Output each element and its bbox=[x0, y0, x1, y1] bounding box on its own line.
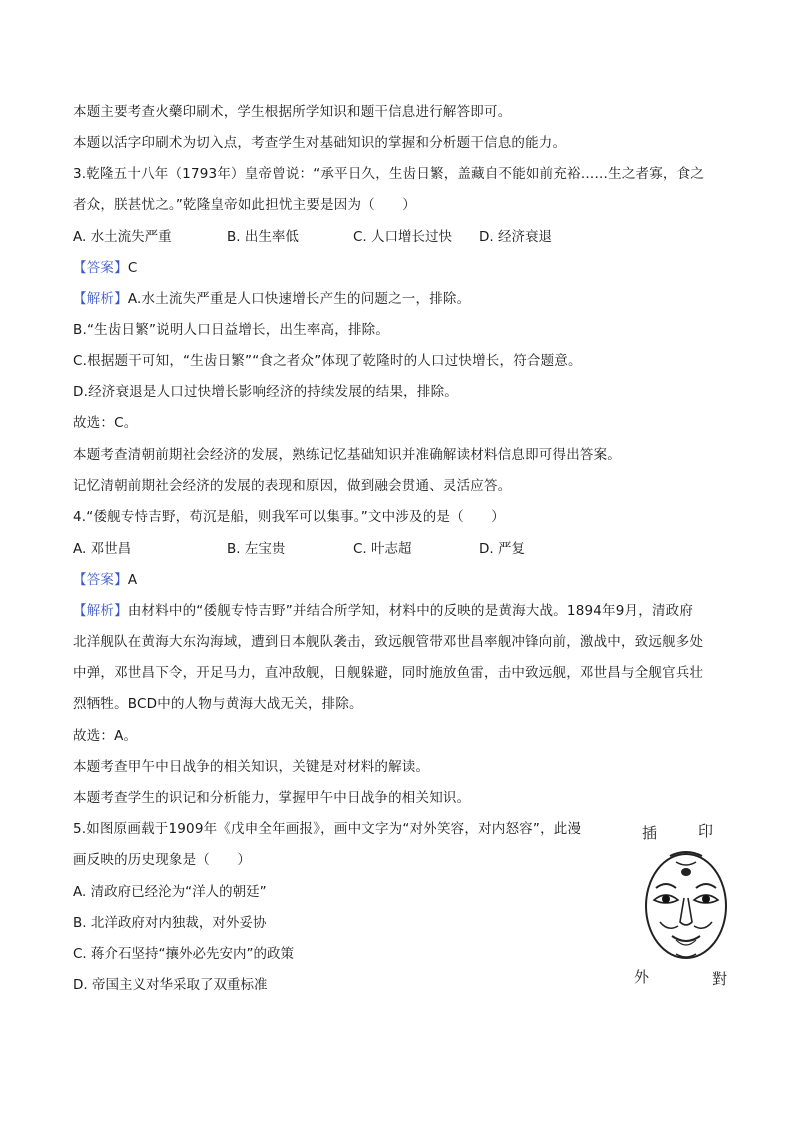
q4-option-a: A. 邓世昌 bbox=[73, 541, 132, 557]
q4-analysis-line-2: 北洋舰队在黄海大东沟海域，遭到日本舰队袭击，致远舰管带邓世昌率舰冲锋向前，激战中，致远舰多处 bbox=[73, 634, 704, 650]
answer-tag: 【答案】 bbox=[73, 260, 128, 276]
q3-analysis-line-3: C.根据题干可知，“生齿日繁”“食之者众”体现了乾隆时的人口过快增长，符合题意。 bbox=[73, 353, 582, 369]
cartoon-char-bottom-left: 外 bbox=[634, 968, 650, 986]
answer-value: A bbox=[127, 572, 138, 588]
q4-choice: 故选：A。 bbox=[73, 728, 138, 744]
q4-option-d: D. 严复 bbox=[479, 541, 525, 557]
q3-note-1: 本题考查清朝前期社会经济的发展，熟练记忆基础知识并准确解读材料信息即可得出答案。 bbox=[73, 447, 621, 463]
q5-option-c: C. 蒋介石坚持“攘外必先安内”的政策 bbox=[73, 946, 294, 962]
q5-option-a: A. 清政府已经沦为“洋人的朝廷” bbox=[73, 884, 267, 900]
q4-option-c: C. 叶志超 bbox=[353, 541, 412, 557]
q3-answer bbox=[73, 259, 137, 277]
analysis-tag: 【解析】 bbox=[73, 603, 128, 619]
q4-analysis-line-1 bbox=[73, 602, 693, 620]
q4-answer bbox=[73, 571, 137, 589]
intro-line-1: 本题主要考查火藥印刷术，学生根据所学知识和题干信息进行解答即可。 bbox=[73, 104, 512, 120]
q5-stem-line-2: 画反映的历史现象是（ ） bbox=[73, 852, 252, 868]
q4-stem: 4.“倭舰专恃吉野，苟沉是船，则我军可以集事。”文中涉及的是（ ） bbox=[73, 509, 505, 525]
analysis-tag: 【解析】 bbox=[73, 291, 128, 307]
two-faced-cartoon-image bbox=[626, 818, 742, 990]
q5-option-d: D. 帝国主义对华采取了双重标准 bbox=[73, 977, 268, 993]
q3-choice: 故选：C。 bbox=[73, 415, 138, 431]
q3-stem-line-1: 3.乾隆五十八年（1793年）皇帝曾说：“承平日久，生齿日繁，盖藏自不能如前充裕……生之者寡，食之 bbox=[73, 166, 705, 182]
q3-option-a: A. 水土流失严重 bbox=[73, 229, 172, 245]
intro-line-2: 本题以活字印刷术为切入点，考查学生对基础知识的掌握和分析题干信息的能力。 bbox=[73, 135, 567, 151]
q3-option-b: B. 出生率低 bbox=[227, 229, 299, 245]
q4-option-b: B. 左宝贵 bbox=[227, 541, 286, 557]
answer-tag: 【答案】 bbox=[73, 572, 128, 588]
cartoon-char-bottom-right: 對 bbox=[712, 970, 728, 988]
q3-note-2: 记忆清朝前期社会经济的发展的表现和原因，做到融会贯通、灵活应答。 bbox=[73, 478, 512, 494]
q4-analysis-line-3: 中弹，邓世昌下令，开足马力，直冲敌舰，日舰躲避，同时施放鱼雷，击中致远舰，邓世昌与全舰官兵壮 bbox=[73, 665, 704, 681]
q3-analysis-line-4: D.经济衰退是人口过快增长影响经济的持续发展的结果，排除。 bbox=[73, 384, 458, 400]
analysis-text: A.水土流失严重是人口快速增长产生的问题之一，排除。 bbox=[127, 291, 471, 307]
analysis-text: 由材料中的“倭舰专恃吉野”并结合所学知，材料中的反映的是黄海大战。1894年9月，清政府 bbox=[127, 603, 694, 619]
cartoon-char-top-left: 插 bbox=[642, 824, 658, 842]
q4-analysis-line-4: 烈牺牲。BCD中的人物与黄海大战无关，排除。 bbox=[73, 696, 363, 712]
q5-option-b: B. 北洋政府对内独裁，对外妥协 bbox=[73, 915, 267, 931]
q3-analysis-line-2: B.“生齿日繁”说明人口日益增长，出生率高，排除。 bbox=[73, 322, 390, 338]
q5-stem-line-1: 5.如图原画载于1909年《戊申全年画报》，画中文字为“对外笑容，对内怒容”，此漫 bbox=[73, 821, 582, 837]
q3-option-c: C. 人口增长过快 bbox=[353, 229, 453, 245]
q3-stem-line-2: 者众，朕甚忧之。”乾隆皇帝如此担忧主要是因为（ ） bbox=[73, 197, 416, 213]
q3-analysis-line-1 bbox=[73, 290, 470, 308]
answer-value: C bbox=[127, 260, 138, 276]
q3-option-d: D. 经济衰退 bbox=[479, 229, 552, 245]
q4-note-2: 本题考查学生的识记和分析能力，掌握甲午中日战争的相关知识。 bbox=[73, 790, 471, 806]
q4-note-1: 本题考查甲午中日战争的相关知识，关键是对材料的解读。 bbox=[73, 759, 430, 775]
cartoon-char-top-right: 印 bbox=[698, 822, 714, 840]
